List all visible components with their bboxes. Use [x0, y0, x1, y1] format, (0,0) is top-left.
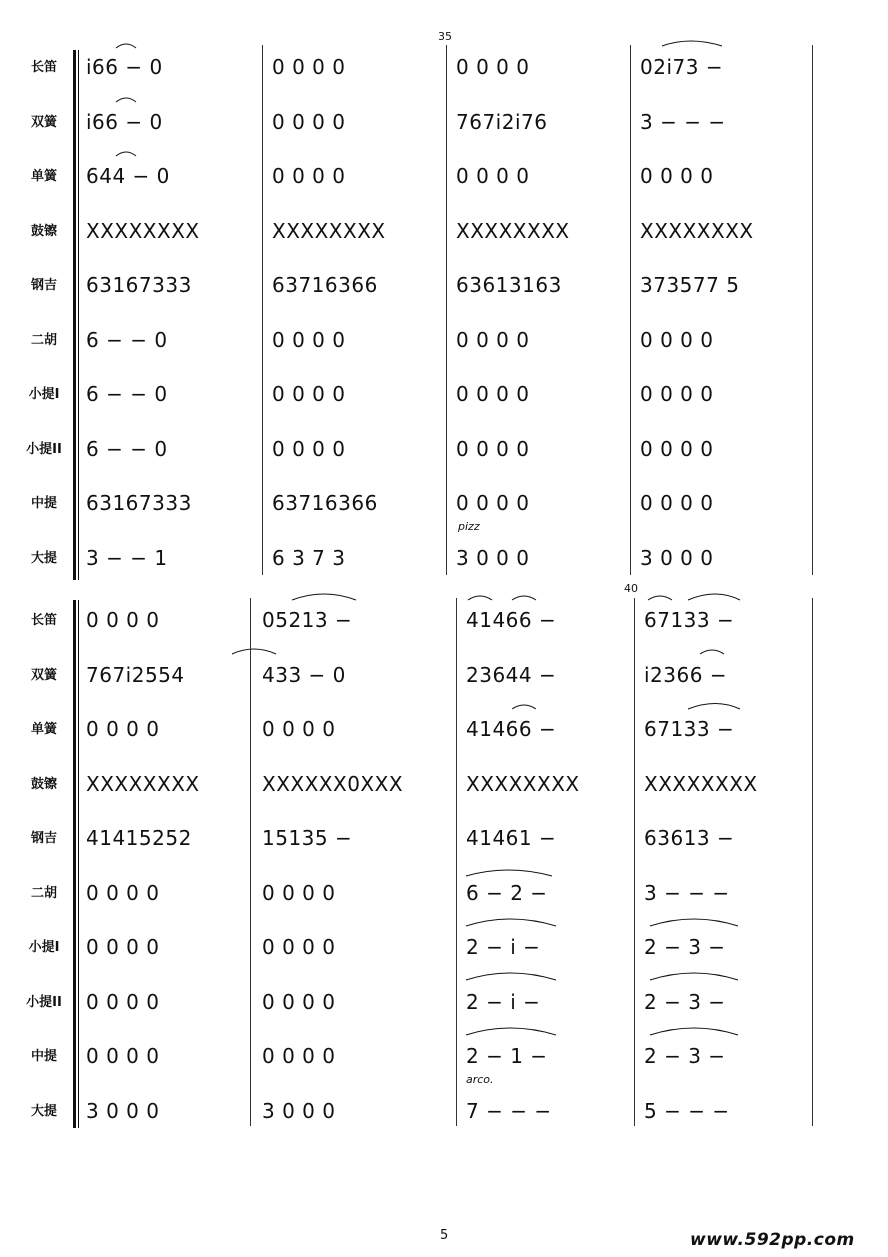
notation-cell: 0 0 0 0 [86, 935, 160, 959]
notation-cell: 67133 − [644, 608, 735, 632]
notation-cell: 0 0 0 0 [640, 328, 714, 352]
notation-cell: 767i2i76 [456, 110, 548, 134]
notation-cell: 0 0 0 0 [640, 437, 714, 461]
notation-cell: 3 − − 1 [86, 546, 168, 570]
notation-cell: 0 0 0 0 [640, 382, 714, 406]
instrument-label: 中提 [30, 496, 57, 511]
notation-cell: 41415252 [86, 826, 192, 850]
notation-cell: XXXXXXXX [640, 219, 754, 243]
notation-cell: XXXXXXXX [644, 772, 758, 796]
notation-cell: 0 0 0 0 [456, 55, 530, 79]
notation-cell: 0 0 0 0 [86, 608, 160, 632]
instrument-label: 钢吉 [30, 831, 57, 846]
notation-cell: 6 − − 0 [86, 437, 168, 461]
instrument-label: 小提I [28, 387, 60, 402]
notation-cell: 0 0 0 0 [640, 164, 714, 188]
instrument-label: 二胡 [30, 886, 57, 901]
measure-number: 40 [624, 582, 638, 595]
notation-cell: 0 0 0 0 [272, 437, 346, 461]
notation-cell: 0 0 0 0 [456, 382, 530, 406]
notation-cell: XXXXXXXX [86, 772, 200, 796]
notation-cell: 0 0 0 0 [272, 55, 346, 79]
notation-cell: 0 0 0 0 [640, 491, 714, 515]
notation-cell: 2 − 3 − [644, 935, 726, 959]
notation-cell: 6 − 2 − [466, 881, 548, 905]
notation-cell: 373577 5 [640, 273, 740, 297]
notation-cell: 644 − 0 [86, 164, 170, 188]
notation-cell: 3 0 0 0 [456, 546, 530, 570]
notation-cell: i66 − 0 [86, 110, 163, 134]
instrument-label: 大提 [30, 551, 57, 566]
notation-cell: 3 − − − [644, 881, 730, 905]
notation-cell: 02i73 − [640, 55, 724, 79]
notation-cell: XXXXXXXX [272, 219, 386, 243]
notation-cell: i66 − 0 [86, 55, 163, 79]
notation-cell: 0 0 0 0 [86, 990, 160, 1014]
notation-cell: 0 0 0 0 [262, 990, 336, 1014]
notation-cell: 0 0 0 0 [272, 328, 346, 352]
instrument-label: 鼓镲 [30, 224, 57, 239]
notation-cell: 0 0 0 0 [86, 717, 160, 741]
instrument-label: 单簧 [30, 722, 57, 737]
notation-cell: 2 − i − [466, 935, 541, 959]
instrument-label: 中提 [30, 1049, 57, 1064]
notation-cell: 15135 − [262, 826, 353, 850]
notation-cell: 0 0 0 0 [262, 717, 336, 741]
notation-cell: 63716366 [272, 491, 378, 515]
notation-cell: 05213 − [262, 608, 353, 632]
notation-cell: 5 − − − [644, 1099, 730, 1123]
notation-cell: 23644 − [466, 663, 557, 687]
notation-cell: 0 0 0 0 [456, 328, 530, 352]
notation-cell: 6 − − 0 [86, 328, 168, 352]
notation-cell: 6 3 7 3 [272, 546, 346, 570]
notation-cell: XXXXXXXX [466, 772, 580, 796]
watermark: www.592pp.com [690, 1230, 855, 1250]
notation-cell: 41461 − [466, 826, 557, 850]
notation-cell: 767i2554 [86, 663, 185, 687]
notation-cell: 41466 − [466, 717, 557, 741]
notation-cell: 7 − − − [466, 1099, 552, 1123]
instrument-label: 二胡 [30, 333, 57, 348]
notation-cell: 63167333 [86, 273, 192, 297]
notation-cell: XXXXXXXX [456, 219, 570, 243]
notation-cell: 0 0 0 0 [272, 382, 346, 406]
notation-cell: 3 − − − [640, 110, 726, 134]
notation-cell: i2366 − [644, 663, 728, 687]
instrument-label: 大提 [30, 1104, 57, 1119]
notation-cell: 3 0 0 0 [640, 546, 714, 570]
notation-cell: 63716366 [272, 273, 378, 297]
notation-cell: 2 − 1 − [466, 1044, 548, 1068]
notation-cell: 0 0 0 0 [86, 1044, 160, 1068]
notation-cell: 0 0 0 0 [456, 164, 530, 188]
notation-cell: 0 0 0 0 [272, 110, 346, 134]
notation-cell: XXXXXX0XXX [262, 772, 404, 796]
instrument-label: 小提I [28, 940, 60, 955]
instrument-label: 小提II [26, 995, 62, 1010]
notation-cell: 63167333 [86, 491, 192, 515]
notation-cell: 0 0 0 0 [262, 1044, 336, 1068]
notation-cell: 2 − 3 − [644, 1044, 726, 1068]
instrument-label: 小提II [26, 442, 62, 457]
instrument-label: 长笛 [30, 613, 57, 628]
instrument-label: 双簧 [30, 668, 57, 683]
notation-cell: 433 − 0 [262, 663, 346, 687]
notation-cell: 3 0 0 0 [262, 1099, 336, 1123]
notation-cell: 67133 − [644, 717, 735, 741]
instrument-label: 长笛 [30, 60, 57, 75]
arco-marking: arco. [466, 1073, 494, 1086]
notation-cell: 0 0 0 0 [456, 491, 530, 515]
notation-cell: 41466 − [466, 608, 557, 632]
notation-cell: 0 0 0 0 [262, 881, 336, 905]
instrument-label: 单簧 [30, 169, 57, 184]
instrument-label: 双簧 [30, 115, 57, 130]
notation-cell: 6 − − 0 [86, 382, 168, 406]
notation-cell: 2 − 3 − [644, 990, 726, 1014]
measure-number: 35 [438, 30, 452, 43]
notation-cell: 2 − i − [466, 990, 541, 1014]
pizz-marking: pizz [458, 520, 480, 533]
notation-cell: 3 0 0 0 [86, 1099, 160, 1123]
notation-cell: 63613163 [456, 273, 562, 297]
notation-cell: 0 0 0 0 [86, 881, 160, 905]
notation-cell: 0 0 0 0 [272, 164, 346, 188]
notation-cell: 0 0 0 0 [456, 437, 530, 461]
instrument-label: 钢吉 [30, 278, 57, 293]
instrument-label: 鼓镲 [30, 777, 57, 792]
page-number: 5 [440, 1228, 449, 1243]
notation-cell: XXXXXXXX [86, 219, 200, 243]
notation-cell: 63613 − [644, 826, 735, 850]
notation-cell: 0 0 0 0 [262, 935, 336, 959]
